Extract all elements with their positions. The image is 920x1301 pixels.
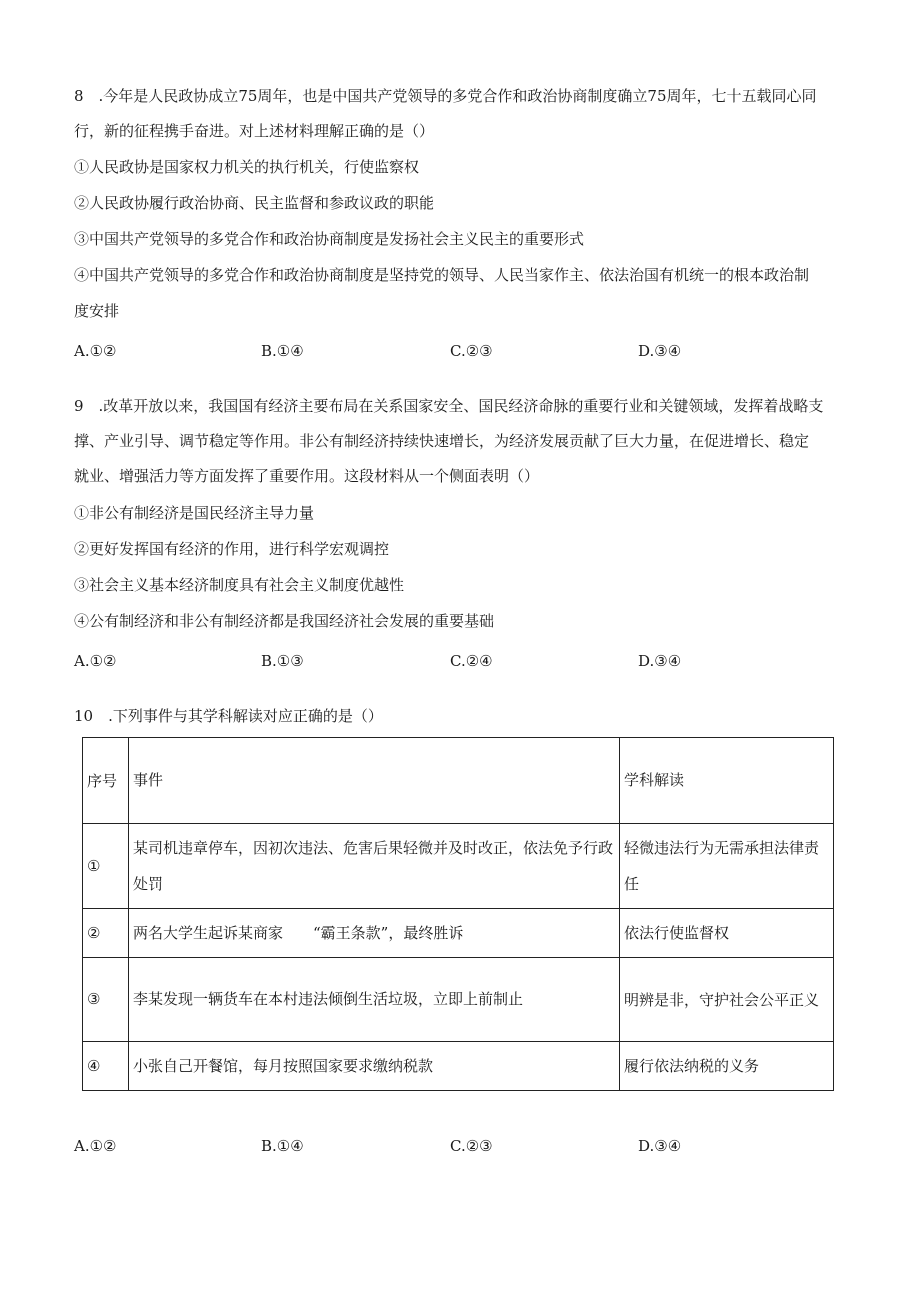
q9-stem-line1: 9 .改革开放以来，我国国有经济主要布局在关系国家安全、国民经济命脉的重要行业和关键领域，发挥着战略支 <box>74 397 824 415</box>
table-header-row <box>83 738 834 824</box>
q8-item-4-line2: 度安排 <box>74 302 120 320</box>
q10-option-d[interactable]: D.③④ <box>638 1137 682 1155</box>
q9-item-2: ②更好发挥国有经济的作用，进行科学宏观调控 <box>74 540 390 558</box>
row-number: ① <box>83 824 129 909</box>
q8-option-d[interactable]: D.③④ <box>638 342 682 360</box>
q8-item-3: ③中国共产党领导的多党合作和政治协商制度是发扬社会主义民主的重要形式 <box>74 230 585 248</box>
q8-stem-line1: 8 .今年是人民政协成立75周年，也是中国共产党领导的多党合作和政治协商制度确立75周年，七十五载同心同 <box>74 87 817 105</box>
q8-option-b[interactable]: B.①④ <box>261 342 304 360</box>
q10-option-b[interactable]: B.①④ <box>261 1137 304 1155</box>
row-reading: 依法行使监督权 <box>620 909 834 958</box>
q10-options <box>74 1137 834 1157</box>
q8-option-a[interactable]: A.①② <box>74 342 117 360</box>
row-number: ④ <box>83 1042 129 1091</box>
q9-stem-line3: 就业、增强活力等方面发挥了重要作用。这段材料从一个侧面表明（） <box>74 467 540 485</box>
q9-option-b[interactable]: B.①③ <box>261 652 304 670</box>
q9-option-a[interactable]: A.①② <box>74 652 117 670</box>
q9-options <box>74 652 834 672</box>
q10-option-a[interactable]: A.①② <box>74 1137 117 1155</box>
table-row <box>83 824 834 909</box>
q8-item-2: ②人民政协履行政治协商、民主监督和参政议政的职能 <box>74 194 435 212</box>
row-reading: 履行依法纳税的义务 <box>620 1042 834 1091</box>
header-reading: 学科解读 <box>620 738 834 824</box>
table-row <box>83 958 834 1042</box>
q8-options <box>74 342 834 362</box>
q8-item-1: ①人民政协是国家权力机关的执行机关，行使监察权 <box>74 158 420 176</box>
row-event: 某司机违章停车，因初次违法、危害后果轻微并及时改正，依法免予行政处罚 <box>129 824 620 909</box>
row-reading: 明辨是非，守护社会公平正义 <box>620 958 834 1042</box>
q8-stem-line2: 行，新的征程携手奋进。对上述材料理解正确的是（） <box>74 122 435 140</box>
q8-item-4: ④中国共产党领导的多党合作和政治协商制度是坚持党的领导、人民当家作主、依法治国有机统一的根本政治制 <box>74 266 810 284</box>
table-row <box>83 909 834 958</box>
q9-item-1: ①非公有制经济是国民经济主导力量 <box>74 504 315 522</box>
row-event: 小张自己开餐馆，每月按照国家要求缴纳税款 <box>129 1042 620 1091</box>
row-reading: 轻微违法行为无需承担法律责任 <box>620 824 834 909</box>
q9-option-c[interactable]: C.②④ <box>450 652 493 670</box>
row-event: 两名大学生起诉某商家 “霸王条款”，最终胜诉 <box>129 909 620 958</box>
header-event: 事件 <box>129 738 620 824</box>
q10-stem: 10 .下列事件与其学科解读对应正确的是（） <box>74 707 383 725</box>
header-number: 序号 <box>83 738 129 824</box>
q8-option-c[interactable]: C.②③ <box>450 342 493 360</box>
q9-stem-line2: 撑、产业引导、调节稳定等作用。非公有制经济持续快速增长，为经济发展贡献了巨大力量，在促进增长、稳定 <box>74 432 810 450</box>
row-number: ③ <box>83 958 129 1042</box>
q9-item-4: ④公有制经济和非公有制经济都是我国经济社会发展的重要基础 <box>74 612 495 630</box>
q9-option-d[interactable]: D.③④ <box>638 652 682 670</box>
q9-item-3: ③社会主义基本经济制度具有社会主义制度优越性 <box>74 576 405 594</box>
row-number: ② <box>83 909 129 958</box>
row-event: 李某发现一辆货车在本村违法倾倒生活垃圾，立即上前制止 <box>129 958 620 1042</box>
q10-option-c[interactable]: C.②③ <box>450 1137 493 1155</box>
table-row <box>83 1042 834 1091</box>
q10-table <box>82 737 834 1091</box>
